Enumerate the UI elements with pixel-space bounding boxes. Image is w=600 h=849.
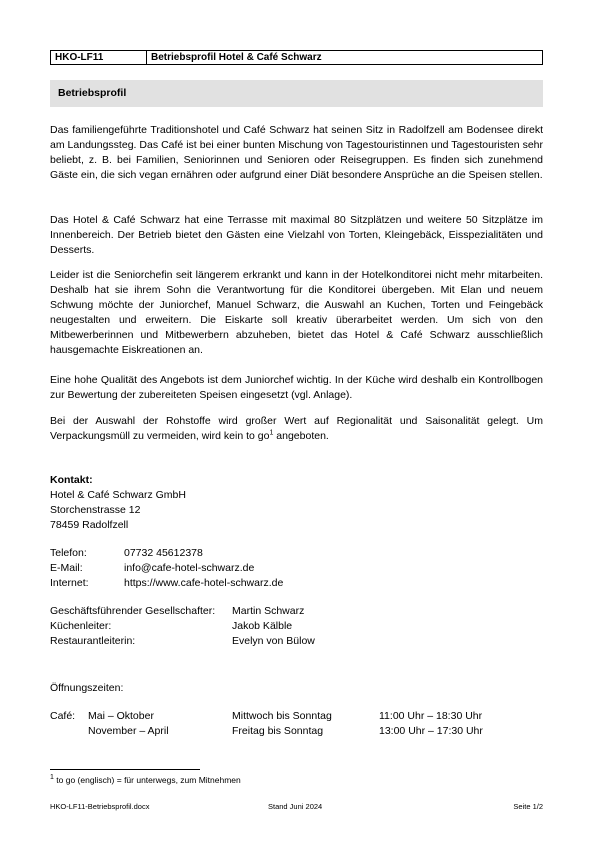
footer-page-number: Seite 1/2	[513, 802, 543, 811]
contact-company: Hotel & Café Schwarz GmbH	[50, 489, 186, 501]
contact-city: 78459 Radolfzell	[50, 519, 129, 531]
paragraph-intro: Das familiengeführte Traditionshotel und Café Schwarz hat seinen Sitz in Radolfzell am Bodensee direkt am Landungssteg. Das Café ist bei einer bunten Mischung von Tagestouristinnen und Tagestouristen sehr beliebt, z. B. bei Familien, Seniorinnen und Senioren oder Reisegruppen. Es finden sich zunehmend Gäste ein, die sich vegan ernähren oder aufgrund einer Diät besondere Ansprüche an die Speisen stellen.	[50, 124, 543, 181]
staff-name: Jakob Kälble	[232, 620, 293, 632]
contact-street: Storchenstrasse 12	[50, 504, 141, 516]
hours-season: November – April	[88, 725, 169, 737]
hours-season: Mai – Oktober	[88, 710, 154, 722]
footer-filename: HKO-LF11-Betriebsprofil.docx	[50, 802, 150, 811]
hours-label: Café:	[50, 710, 76, 722]
web-link[interactable]: https://www.cafe-hotel-schwarz.de	[124, 577, 284, 589]
document-code: HKO-LF11	[51, 51, 147, 64]
document-title: Betriebsprofil Hotel & Café Schwarz	[151, 52, 322, 63]
footnote-divider	[50, 769, 200, 770]
hours-days: Freitag bis Sonntag	[232, 725, 324, 737]
hours-time: 11:00 Uhr – 18:30 Uhr	[379, 710, 483, 722]
staff-name: Evelyn von Bülow	[232, 635, 315, 647]
footnote-text: to go (englisch) = für unterwegs, zum Mitnehmen	[53, 775, 241, 785]
contact-heading: Kontakt:	[50, 474, 93, 486]
staff-name: Martin Schwarz	[232, 605, 305, 617]
hours-heading: Öffnungszeiten:	[50, 682, 124, 694]
section-heading: Betriebsprofil	[50, 80, 543, 107]
staff-role: Restaurantleiterin:	[50, 635, 136, 647]
footer-date: Stand Juni 2024	[268, 802, 323, 811]
paragraph-regional-end: angeboten.	[273, 430, 329, 442]
email-link[interactable]: info@cafe-hotel-schwarz.de	[124, 562, 255, 574]
phone-label: Telefon:	[50, 547, 87, 559]
hours-days: Mittwoch bis Sonntag	[232, 710, 332, 722]
web-label: Internet:	[50, 577, 89, 589]
document-header-table	[50, 50, 543, 65]
footnote-mark: 1	[50, 774, 54, 782]
footnote-reference[interactable]: 1	[269, 429, 274, 437]
paragraph-quality: Eine hohe Qualität des Angebots ist dem Juniorchef wichtig. In der Küche wird deshalb ein Kontrollbogen zur Bewertung der zubereiteten Speisen eingesetzt (vgl. Anlage).	[50, 374, 543, 401]
paragraph-succession: Leider ist die Seniorchefin seit längerem erkrankt und kann in der Hotelkonditorei nicht mehr mitarbeiten. Deshalb hat sie ihrem Sohn die Verantwortung für die Konditorei übergeben. Mit Elan und neuem Schwung möchte der Juniorchef, Manuel Schwarz, die Auswahl an Kuchen, Torten und Feingebäck neugestalten und erweitern. Die Eiskarte soll kreativ überarbeitet werden. Um sich von den Mitbewerberinnen und Mitbewerbern abzuheben, bietet das Hotel & Café Schwarz ausschließlich hausgemachte Eiskreationen an.	[50, 269, 543, 356]
email-label: E-Mail:	[50, 562, 83, 574]
footnote	[50, 775, 241, 786]
staff-role: Geschäftsführender Gesellschafter:	[50, 605, 216, 617]
staff-role: Küchenleiter:	[50, 620, 112, 632]
phone-value: 07732 45612378	[124, 547, 203, 559]
hours-time: 13:00 Uhr – 17:30 Uhr	[379, 725, 483, 737]
paragraph-regional	[50, 414, 543, 444]
paragraph-regional-text: Bei der Auswahl der Rohstoffe wird großer Wert auf Regionalität und Saisonalität gelegt. Um Verpackungsmüll zu vermeiden, wird kein to go	[50, 415, 543, 442]
paragraph-seating: Das Hotel & Café Schwarz hat eine Terrasse mit maximal 80 Sitzplätzen und weitere 50 Sitzplätze im Innenbereich. Der Betrieb bietet den Gästen eine Vielzahl von Torten, Kleingebäck, Eisspezialitäten und Desserts.	[50, 214, 543, 256]
